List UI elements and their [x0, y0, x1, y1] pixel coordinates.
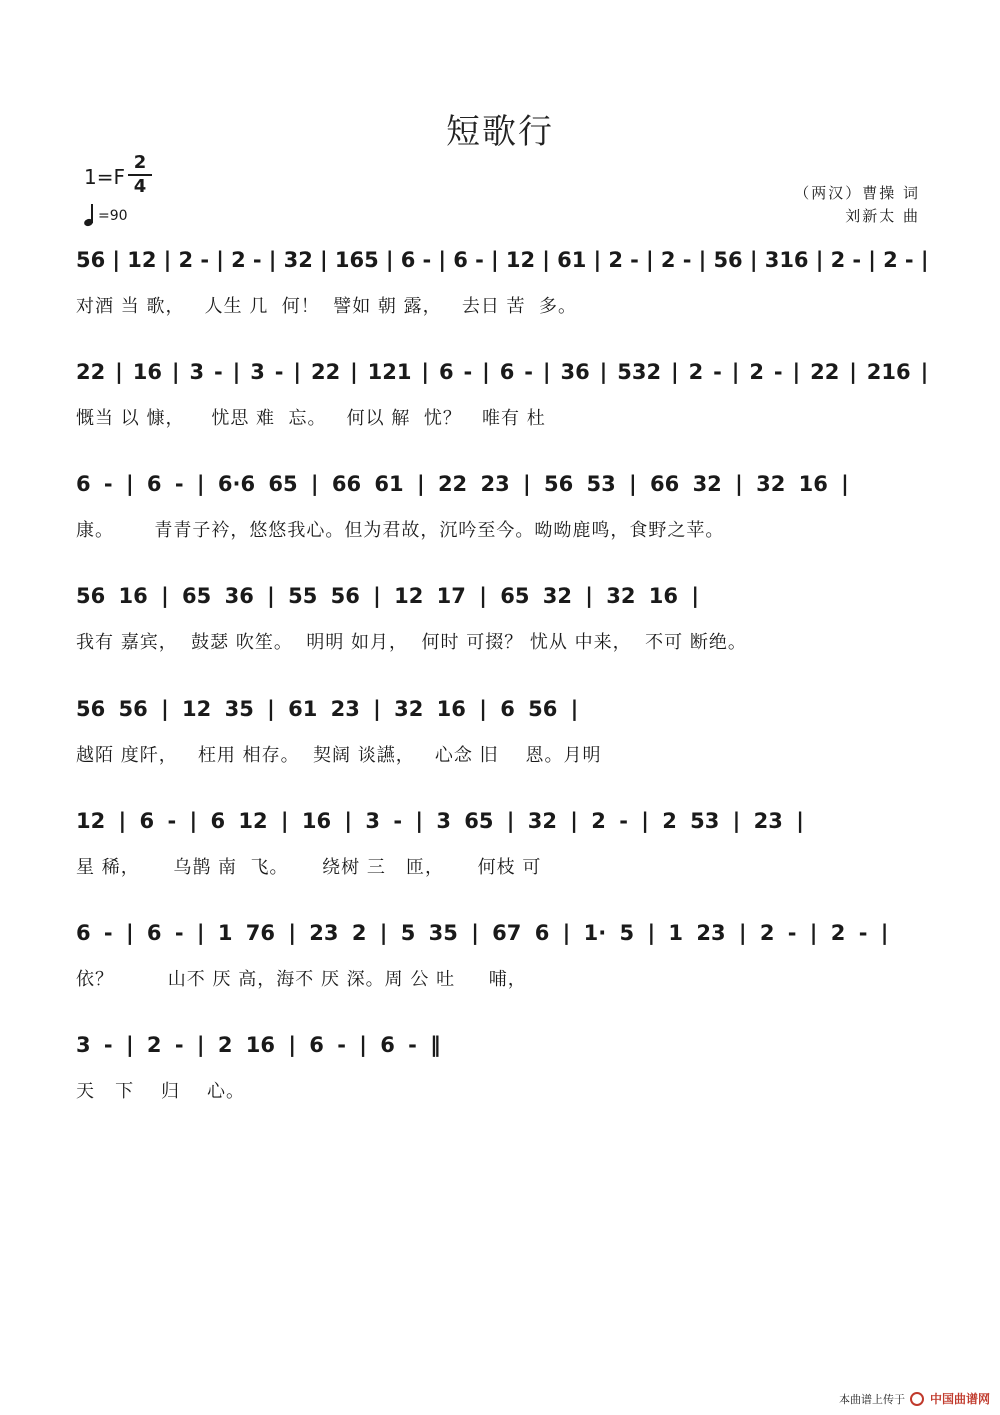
footer-brand: 中国曲谱网	[929, 1392, 990, 1406]
footer-watermark	[839, 1390, 990, 1407]
composer-credit: 刘新太 曲	[845, 207, 920, 225]
lyrics-row: 康。 青青子衿，悠悠我心。但为君故，沉吟至今。呦呦鹿鸣，食野之苹。	[76, 520, 725, 541]
lyrics-row: 星 稀， 乌鹊 南 飞。 绕树 三 匝， 何枝 可	[76, 857, 542, 878]
lyrics-row: 对酒 当 歌， 人生 几 何！ 譬如 朝 露， 去日 苦 多。	[76, 296, 577, 317]
lyrics-row: 慨当 以 慷， 忧思 难 忘。 何以 解 忧？ 唯有 杜	[76, 408, 546, 429]
score-line	[76, 809, 928, 883]
notation-row: 56 56 | 12 35 | 61 23 | 32 16 | 6 56 |	[76, 697, 579, 721]
lyrics-row: 依？ 山不 厌 高，海不 厌 深。周 公 吐 哺，	[76, 969, 527, 990]
score-line	[76, 584, 928, 658]
lyrics-row: 我有 嘉宾， 鼓瑟 吹笙。 明明 如月， 何时 可掇？ 忧从 中来， 不可 断绝。	[76, 632, 747, 653]
notation-row: 6 - | 6 - | 6·6 65 | 66 61 | 22 23 | 56 53 | 66 32 | 32 16 |	[76, 472, 849, 496]
score-line	[76, 697, 928, 771]
page-title: 短歌行	[446, 112, 554, 152]
key-signature: 1=F	[84, 165, 125, 189]
time-bottom: 4	[133, 176, 147, 197]
notation-row: 12 | 6 - | 6 12 | 16 | 3 - | 3 65 | 32 | 2 - | 2 53 | 23 |	[76, 809, 804, 833]
notation-row: 3 - | 2 - | 2 16 | 6 - | 6 - ‖	[76, 1033, 441, 1057]
score-line	[76, 360, 928, 434]
score-line	[76, 921, 928, 995]
lyrics-row: 越陌 度阡， 枉用 相存。 契阔 谈讌， 心念 旧 恩。月明	[76, 745, 602, 766]
credits	[794, 182, 920, 228]
score-line	[76, 248, 928, 322]
score-line	[76, 472, 928, 546]
notation-row: 56 16 | 65 36 | 55 56 | 12 17 | 65 32 | 32 16 |	[76, 584, 699, 608]
lyrics-row: 天 下 归 心。	[76, 1081, 245, 1102]
site-logo-icon	[910, 1392, 924, 1406]
notation-row: 22 | 16 | 3 - | 3 - | 22 | 121 | 6 - | 6 - | 36 | 532 | 2 - | 2 - | 22 | 216 |	[76, 360, 929, 384]
tempo-value: =90	[98, 208, 128, 224]
notation-row: 6 - | 6 - | 1 76 | 23 2 | 5 35 | 67 6 | 1· 5 | 1 23 | 2 - | 2 - |	[76, 921, 889, 945]
quarter-note-icon	[84, 204, 98, 226]
tempo-marking	[84, 204, 128, 226]
footer-prefix: 本曲谱上传于	[838, 1393, 905, 1406]
score-line	[76, 1033, 928, 1107]
time-signature	[128, 153, 152, 197]
lyricist-credit: （两汉）曹操 词	[794, 184, 920, 202]
notation-row: 56 | 12 | 2 - | 2 - | 32 | 165 | 6 - | 6 - | 12 | 61 | 2 - | 2 - | 56 | 316 | 2 - | 2 - |	[76, 248, 929, 272]
time-top: 2	[133, 152, 147, 173]
